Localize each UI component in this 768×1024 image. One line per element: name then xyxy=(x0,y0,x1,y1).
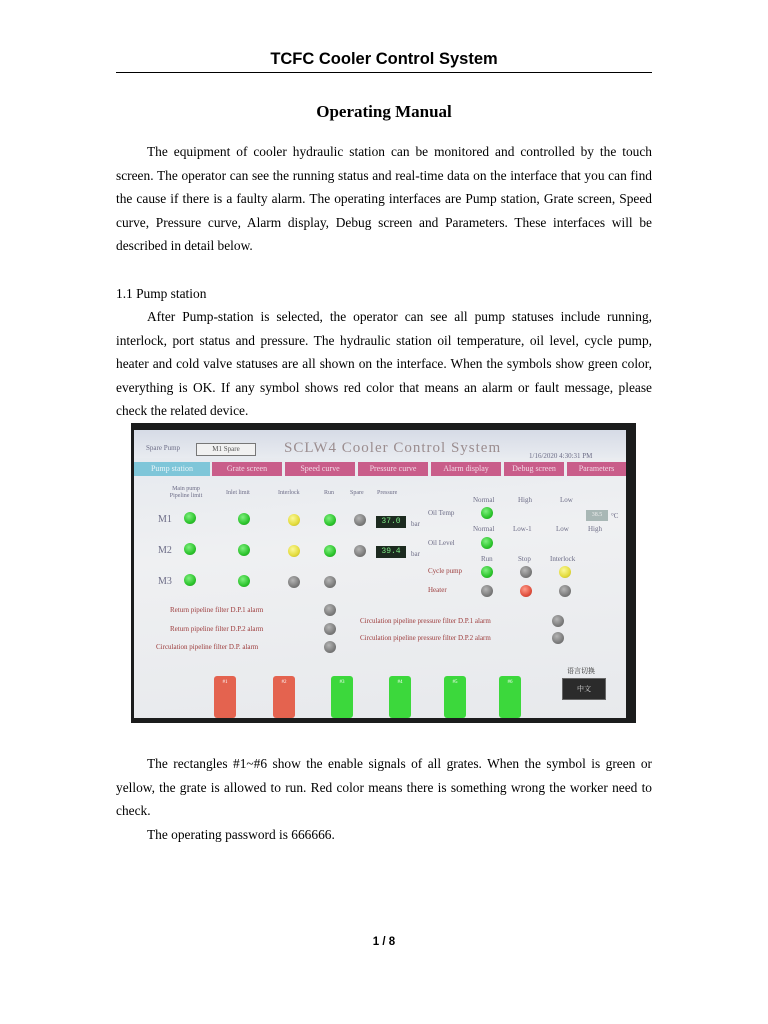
m3-interlock-led xyxy=(288,576,300,588)
col-main-pump: Main pump Pipeline limit xyxy=(169,486,203,499)
hmi-tab-bar xyxy=(134,462,626,478)
grate-5: #5 xyxy=(444,676,466,718)
hmi-title: SCLW4 Cooler Control System xyxy=(284,440,502,456)
col-spare: Spare xyxy=(350,490,364,496)
oil-temp-label: Oil Temp xyxy=(428,509,455,517)
cycle-pump-label: Cycle pump xyxy=(428,567,463,575)
m1-inlet-led xyxy=(238,513,250,525)
grate-6: #6 xyxy=(499,676,521,718)
header-rule xyxy=(116,72,652,73)
m1-pipeline-led xyxy=(184,512,196,524)
cycle-stop-led xyxy=(520,566,532,578)
oil-temp-unit: °C xyxy=(611,512,619,520)
m2-run-led xyxy=(324,545,336,557)
grate-1: #1 xyxy=(214,676,236,718)
tab-alarm-display[interactable]: Alarm display xyxy=(431,462,501,476)
m3-run-led xyxy=(324,576,336,588)
pump-label-m1: M1 xyxy=(158,514,172,525)
heater-stop-led xyxy=(520,585,532,597)
tab-speed-curve[interactable]: Speed curve xyxy=(285,462,355,476)
pump-label-m2: M2 xyxy=(158,545,172,556)
cycle-header-stop: Stop xyxy=(518,555,531,563)
heater-run-led xyxy=(481,585,493,597)
m1-interlock-led xyxy=(288,514,300,526)
m3-pipeline-led xyxy=(184,574,196,586)
m2-pipeline-led xyxy=(184,543,196,555)
oil-level-header-normal: Normal xyxy=(473,525,495,533)
document-title: Operating Manual xyxy=(316,102,452,121)
alarm-circ-dp-led xyxy=(324,641,336,653)
section-heading: 1.1 Pump station xyxy=(116,286,207,301)
hmi-screen xyxy=(134,430,626,718)
oil-level-label: Oil Level xyxy=(428,539,455,547)
tab-parameters[interactable]: Parameters xyxy=(567,462,626,476)
oil-level-header-low1: Low-1 xyxy=(513,525,532,533)
m1-spare-led xyxy=(354,514,366,526)
col-inlet-limit: Inlet limit xyxy=(226,490,250,496)
m2-pressure-unit: bar xyxy=(411,550,420,558)
section-paragraph: After Pump-station is selected, the operator can see all pump statuses include running, interlock, port status and pressure. The hydraulic station oil temperature, oil level, cycle pump, heater and cold valve statuses are all shown on the interface. When the symbols show green color, everything is OK. If any symbol shows red color that means an alarm or fault message, please check the related device. xyxy=(116,309,652,419)
cycle-run-led xyxy=(481,566,493,578)
heater-label: Heater xyxy=(428,586,447,594)
lang-switch-label: 语言切换 xyxy=(567,667,595,675)
m1-pressure-value: 37.0 xyxy=(376,516,406,528)
tab-pressure-curve[interactable]: Pressure curve xyxy=(358,462,428,476)
col-interlock: Interlock xyxy=(278,490,300,496)
hmi-datetime: 1/16/2020 4:30:31 PM xyxy=(529,452,593,460)
m2-pressure-value: 39.4 xyxy=(376,546,406,558)
col-run: Run xyxy=(324,490,335,496)
col-pressure: Pressure xyxy=(377,490,398,496)
m1-pressure-unit: bar xyxy=(411,520,420,528)
alarm-return-dp2-label: Return pipeline filter D.P.2 alarm xyxy=(170,625,264,633)
oil-level-normal-led xyxy=(481,537,493,549)
cycle-interlock-led xyxy=(559,566,571,578)
oil-temp-normal-led xyxy=(481,507,493,519)
m2-interlock-led xyxy=(288,545,300,557)
oil-temp-header-low: Low xyxy=(560,496,573,504)
oil-level-header-high: High xyxy=(588,525,602,533)
alarm-return-dp2-led xyxy=(324,623,336,635)
grate-2: #2 xyxy=(273,676,295,718)
alarm-circ-press-dp2-label: Circulation pipeline pressure filter D.P.2 alarm xyxy=(360,634,491,642)
pump-label-m3: M3 xyxy=(158,576,172,587)
tab-debug-screen[interactable]: Debug screen xyxy=(504,462,564,476)
hmi-photo xyxy=(131,423,636,723)
spare-pump-select[interactable]: M1 Spare xyxy=(196,443,256,456)
m2-spare-led xyxy=(354,545,366,557)
alarm-return-dp1-led xyxy=(324,604,336,616)
alarm-circ-dp-label: Circulation pipeline filter D.P. alarm xyxy=(156,643,259,651)
header-title: TCFC Cooler Control System xyxy=(270,50,498,68)
oil-temp-header-normal: Normal xyxy=(473,496,495,504)
intro-paragraph: The equipment of cooler hydraulic station can be monitored and controlled by the touch screen. The operator can see the running status and real-time data on the interface that you can find the cause if there is a faulty alarm. The operating interfaces are Pump station, Grate screen, Speed curve, Pressure curve, Alarm display, Debug screen and Parameters. These interfaces will be described in detail below. xyxy=(116,144,652,254)
tab-grate-screen[interactable]: Grate screen xyxy=(212,462,282,476)
alarm-circ-press-dp1-label: Circulation pipeline pressure filter D.P.1 alarm xyxy=(360,617,491,625)
m1-run-led xyxy=(324,514,336,526)
spare-pump-label: Spare Pump xyxy=(146,444,181,452)
m3-inlet-led xyxy=(238,575,250,587)
alarm-return-dp1-label: Return pipeline filter D.P.1 alarm xyxy=(170,606,264,614)
alarm-circ-press-dp1-led xyxy=(552,615,564,627)
heater-interlock-led xyxy=(559,585,571,597)
grate-paragraph: The rectangles #1~#6 show the enable signals of all grates. When the symbol is green or yellow, the grate is allowed to run. Red color means there is something wrong the worker need to check. xyxy=(116,756,652,819)
grate-4: #4 xyxy=(389,676,411,718)
password-paragraph: The operating password is 666666. xyxy=(147,827,335,842)
cycle-header-interlock: Interlock xyxy=(550,555,576,563)
tab-pump-station[interactable]: Pump station xyxy=(134,462,210,476)
cycle-header-run: Run xyxy=(481,555,493,563)
oil-temp-header-high: High xyxy=(518,496,532,504)
lang-switch-button[interactable]: 中文 xyxy=(562,678,606,700)
oil-level-header-low: Low xyxy=(556,525,569,533)
page-number: 1 / 8 xyxy=(372,936,396,948)
oil-temp-value: 38.5 xyxy=(586,510,608,521)
m2-inlet-led xyxy=(238,544,250,556)
grate-3: #3 xyxy=(331,676,353,718)
alarm-circ-press-dp2-led xyxy=(552,632,564,644)
